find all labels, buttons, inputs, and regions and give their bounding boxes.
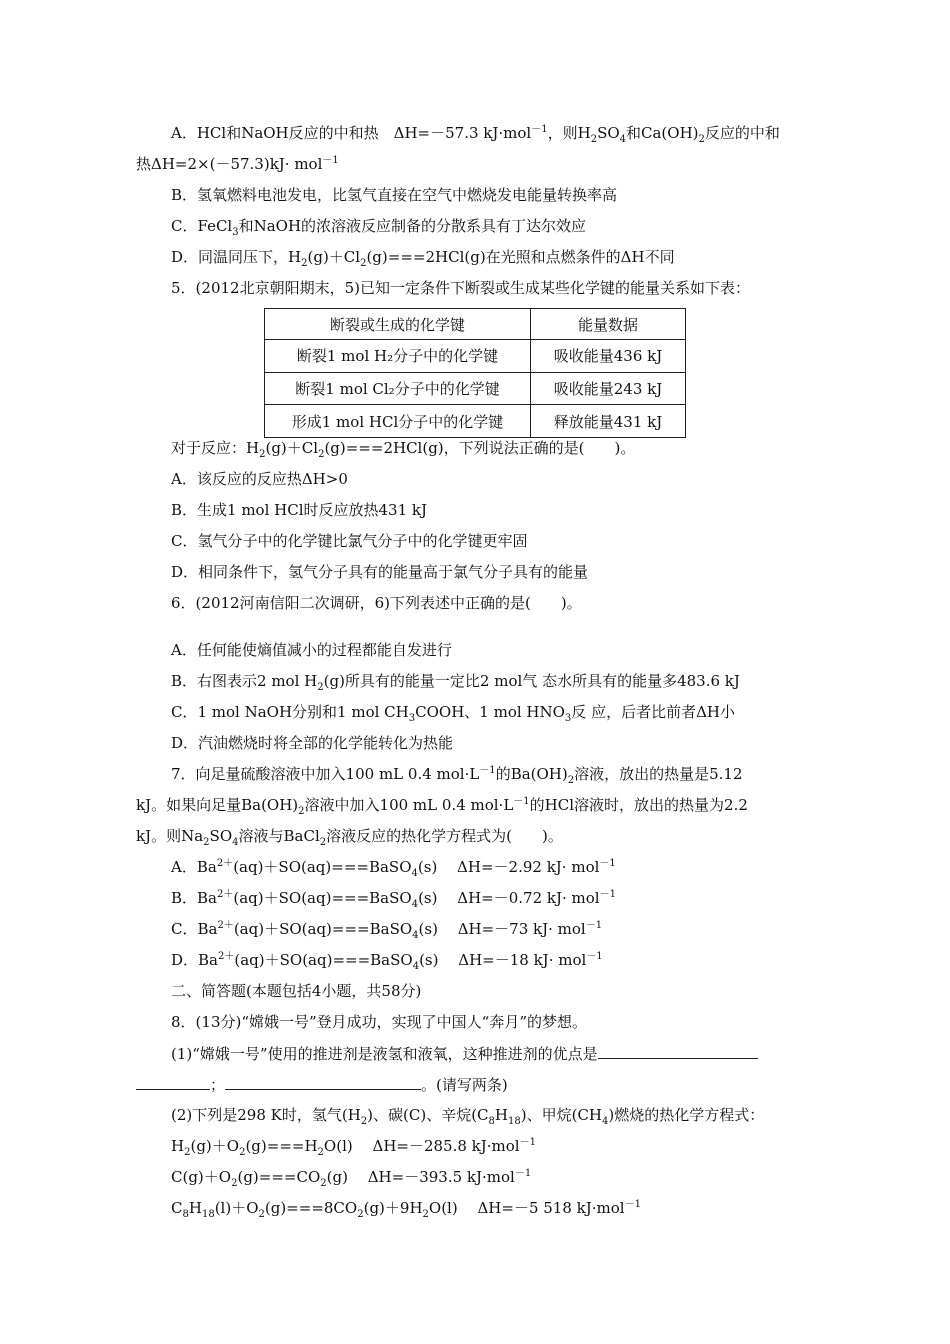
q7-stem-line2: kJ。如果向足量$Ba(OH)_2$溶液中加入100 mL 0.4 $mol\cdot L^{-1}$的HCl溶液时，放出的热量为2.2 <box>136 796 748 817</box>
q8-equation-c: $C(g)+O_2(g)===CO_2(g)$ ΔH=－393.5 kJ·mol$^{-1}$ <box>171 1168 532 1189</box>
q5-stem: 5．(2012北京朝阳期末，5)已知一定条件下断裂或生成某些化学键的能量关系如下表： <box>171 279 750 297</box>
q8-equation-octane: $C_8H_{18}(l)+O_2(g)===8CO_2(g)+9H_2O(l)$ ΔH=－5 518 kJ·mol$^{-1}$ <box>171 1199 641 1220</box>
answer-blank[interactable] <box>598 1043 758 1059</box>
table-row <box>265 372 686 405</box>
q6-stem: 6．(2012河南信阳二次调研，6)下列表述中正确的是( )。 <box>171 594 582 612</box>
q5-option-a: A．该反应的反应热ΔH>0 <box>171 470 348 488</box>
answer-blank[interactable] <box>225 1074 421 1090</box>
table-cell: 吸收能量243 kJ <box>531 372 686 405</box>
q4-option-b: B．氢氧燃料电池发电，比氢气直接在空气中燃烧发电能量转换率高 <box>171 186 618 204</box>
q7-option-d: D．$Ba^{2+}(aq)+SO(aq)===BaSO_4(s)$ ΔH=－18 kJ· mol$^{-1}$ <box>171 951 603 972</box>
q5-option-c: C．氢气分子中的化学键比氯气分子中的化学键更牢固 <box>171 532 528 550</box>
q7-option-b: B．$Ba^{2+}(aq)+SO(aq)===BaSO_4(s)$ ΔH=－0.72 kJ· mol$^{-1}$ <box>171 889 616 910</box>
q7-stem-line3: kJ。则$Na_2SO_4$溶液与BaCl$_2$溶液反应的热化学方程式为( )。 <box>136 827 563 848</box>
q7-option-c: C．$Ba^{2+}(aq)+SO(aq)===BaSO_4(s)$ ΔH=－73 kJ· mol$^{-1}$ <box>171 920 603 941</box>
table-header-energy: 能量数据 <box>531 309 686 340</box>
table-cell: 断裂1 mol Cl₂分子中的化学键 <box>265 372 531 405</box>
q8-stem: 8．(13分)“嫦娥一号”登月成功，实现了中国人“奔月”的梦想。 <box>171 1013 588 1031</box>
bond-energy-table <box>264 308 686 438</box>
q8-part2-stem: (2)下列是298 K时，氢气$(H_2)$、碳(C)、辛烷$(C_8H_{18})$、甲烷$(CH_4)$燃烧的热化学方程式： <box>171 1106 765 1127</box>
q4-option-c: C．FeCl$_3$和NaOH的浓溶液反应制备的分散系具有丁达尔效应 <box>171 217 587 238</box>
table-header-row <box>265 309 686 340</box>
table-header-bond: 断裂或生成的化学键 <box>265 309 531 340</box>
table-row <box>265 405 686 438</box>
q6-option-a: A．任何能使熵值减小的过程都能自发进行 <box>171 641 452 659</box>
table-cell: 断裂1 mol H₂分子中的化学键 <box>265 340 531 373</box>
q5-option-d: D．相同条件下，氢气分子具有的能量高于氯气分子具有的能量 <box>171 563 589 581</box>
q4-option-a-line1: A．HCl和NaOH反应的中和热 ΔH=－57.3 kJ·mol$^{-1}$，则$H_2SO_4$和$Ca(OH)_2$反应的中和 <box>171 124 780 145</box>
q4-option-a-line2: 热ΔH=2×(－57.3)kJ· mol$^{-1}$ <box>136 155 339 173</box>
q4-option-d: D．同温同压下，$H_2(g)+Cl_2(g)===2HCl(g)$在光照和点燃条件的ΔH不同 <box>171 248 675 269</box>
section-heading: 二、简答题(本题包括4小题，共58分) <box>171 982 422 1000</box>
q5-followup: 对于反应：$H_2(g)+Cl_2(g)===2HCl(g)$，下列说法正确的是( )。 <box>171 439 636 460</box>
table-cell: 释放能量431 kJ <box>531 405 686 438</box>
answer-blank[interactable] <box>136 1074 210 1090</box>
q8-equation-h2: $H_2(g)+O_2(g)===H_2O(l)$ ΔH=－285.8 kJ·mol$^{-1}$ <box>171 1137 536 1158</box>
table-cell: 形成1 mol HCl分子中的化学键 <box>265 405 531 438</box>
table-cell: 吸收能量436 kJ <box>531 340 686 373</box>
q5-option-b: B．生成1 mol HCl时反应放热431 kJ <box>171 501 428 519</box>
q8-part1-line1: (1)“嫦娥一号”使用的推进剂是液氢和液氧，这种推进剂的优点是 <box>171 1043 758 1064</box>
table-row <box>265 340 686 373</box>
q7-option-a: A．$Ba^{2+}(aq)+SO(aq)===BaSO_4(s)$ ΔH=－2.92 kJ· mol$^{-1}$ <box>171 858 616 879</box>
q7-stem-line1: 7．向足量硫酸溶液中加入100 mL 0.4 $mol\cdot L^{-1}$的$Ba(OH)_2$溶液，放出的热量是5.12 <box>171 765 743 786</box>
q6-option-c: C．1 mol NaOH分别和1 mol $CH_3COOH$、1 mol $HNO_3$反 应，后者比前者ΔH小 <box>171 703 735 724</box>
q6-option-b: B．右图表示2 mol $H_2(g)$所具有的能量一定比2 mol气 态水所具有的能量多483.6 kJ <box>171 672 740 693</box>
q6-option-d: D．汽油燃烧时将全部的化学能转化为热能 <box>171 734 454 752</box>
q8-part1-line2: ； 。(请写两条) <box>136 1074 508 1095</box>
